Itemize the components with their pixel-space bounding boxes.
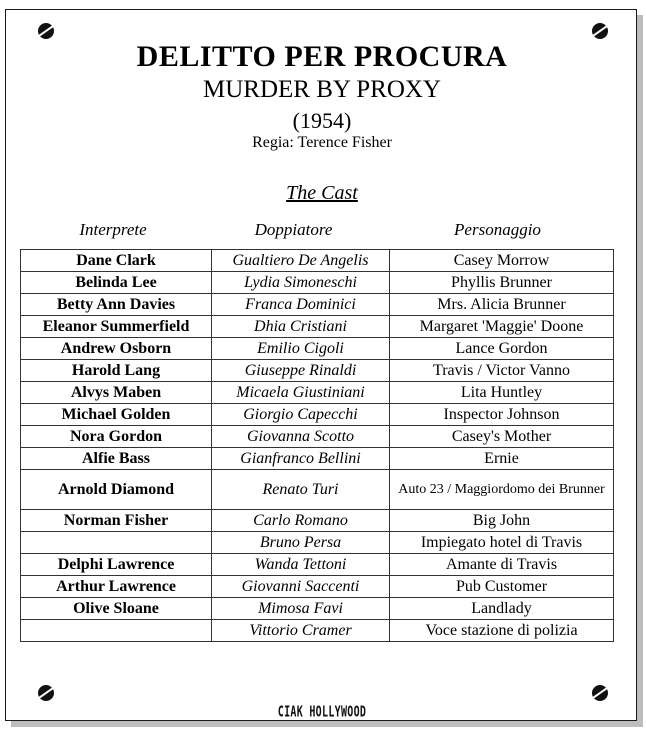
cast-table [20, 249, 614, 642]
role-cell: Casey's Mother [390, 426, 614, 448]
dubber-cell: Wanda Tettoni [212, 554, 390, 576]
actor-cell: Betty Ann Davies [21, 294, 212, 316]
role-cell: Ernie [390, 448, 614, 470]
role-cell: Impiegato hotel di Travis [390, 532, 614, 554]
dubber-cell: Lydia Simoneschi [212, 272, 390, 294]
column-header-dubber: Doppiatore [254, 220, 333, 239]
role-cell: Travis / Victor Vanno [390, 360, 614, 382]
table-row [21, 338, 614, 360]
dubber-cell: Giovanna Scotto [212, 426, 390, 448]
cast-card [5, 9, 637, 721]
dubber-cell: Emilio Cigoli [212, 338, 390, 360]
actor-cell: Andrew Osborn [21, 338, 212, 360]
dubber-cell: Giorgio Capecchi [212, 404, 390, 426]
actor-cell: Norman Fisher [21, 510, 212, 532]
actor-cell: Harold Lang [21, 360, 212, 382]
screw-icon [592, 23, 608, 39]
table-row [21, 510, 614, 532]
table-row [21, 620, 614, 642]
role-cell: Mrs. Alicia Brunner [390, 294, 614, 316]
table-row [21, 404, 614, 426]
title-english: MURDER BY PROXY [202, 76, 441, 103]
table-row [21, 576, 614, 598]
role-cell: Pub Customer [390, 576, 614, 598]
role-cell: Landlady [390, 598, 614, 620]
dubber-cell: Renato Turi [212, 470, 390, 510]
role-cell: Casey Morrow [390, 250, 614, 272]
role-cell: Margaret 'Maggie' Doone [390, 316, 614, 338]
dubber-cell: Gianfranco Bellini [212, 448, 390, 470]
column-header-actor: Interprete [79, 220, 147, 239]
actor-cell: Olive Sloane [21, 598, 212, 620]
actor-cell: Nora Gordon [21, 426, 212, 448]
role-cell: Phyllis Brunner [390, 272, 614, 294]
actor-cell: Belinda Lee [21, 272, 212, 294]
role-cell: Inspector Johnson [390, 404, 614, 426]
dubber-cell: Dhia Cristiani [212, 316, 390, 338]
actor-cell: Eleanor Summerfield [21, 316, 212, 338]
actor-cell: Alfie Bass [21, 448, 212, 470]
dubber-cell: Mimosa Favi [212, 598, 390, 620]
actor-cell [21, 532, 212, 554]
actor-cell: Arthur Lawrence [21, 576, 212, 598]
table-row [21, 382, 614, 404]
role-cell: Voce stazione di polizia [390, 620, 614, 642]
dubber-cell: Vittorio Cramer [212, 620, 390, 642]
dubber-cell: Carlo Romano [212, 510, 390, 532]
actor-cell: Delphi Lawrence [21, 554, 212, 576]
column-header-role: Personaggio [454, 220, 541, 239]
table-row [21, 532, 614, 554]
role-cell: Amante di Travis [390, 554, 614, 576]
actor-cell: Arnold Diamond [21, 470, 212, 510]
screw-icon [592, 685, 608, 701]
screw-icon [38, 685, 54, 701]
dubber-cell: Giuseppe Rinaldi [212, 360, 390, 382]
screw-icon [38, 23, 54, 39]
actor-cell: Alvys Maben [21, 382, 212, 404]
dubber-cell: Micaela Giustiniani [212, 382, 390, 404]
release-year: (1954) [292, 108, 352, 133]
table-row [21, 598, 614, 620]
dubber-cell: Franca Dominici [212, 294, 390, 316]
table-row [21, 448, 614, 470]
role-cell: Auto 23 / Maggiordomo dei Brunner [390, 470, 614, 510]
table-row [21, 316, 614, 338]
actor-cell: Michael Golden [21, 404, 212, 426]
director-credit: Regia: Terence Fisher [252, 134, 392, 151]
role-cell: Lita Huntley [390, 382, 614, 404]
table-row [21, 470, 614, 510]
table-row [21, 554, 614, 576]
table-row [21, 294, 614, 316]
section-heading: The Cast [286, 182, 358, 204]
role-cell: Lance Gordon [390, 338, 614, 360]
table-row [21, 426, 614, 448]
table-row [21, 360, 614, 382]
table-row [21, 272, 614, 294]
dubber-cell: Giovanni Saccenti [212, 576, 390, 598]
actor-cell: Dane Clark [21, 250, 212, 272]
logo-text: CIAK HOLLYWOOD [277, 704, 367, 721]
dubber-cell: Gualtiero De Angelis [212, 250, 390, 272]
dubber-cell: Bruno Persa [212, 532, 390, 554]
title-italian: DELITTO PER PROCURA [136, 40, 508, 73]
role-cell: Big John [390, 510, 614, 532]
actor-cell [21, 620, 212, 642]
table-row [21, 250, 614, 272]
ciak-hollywood-logo [6, 704, 638, 721]
